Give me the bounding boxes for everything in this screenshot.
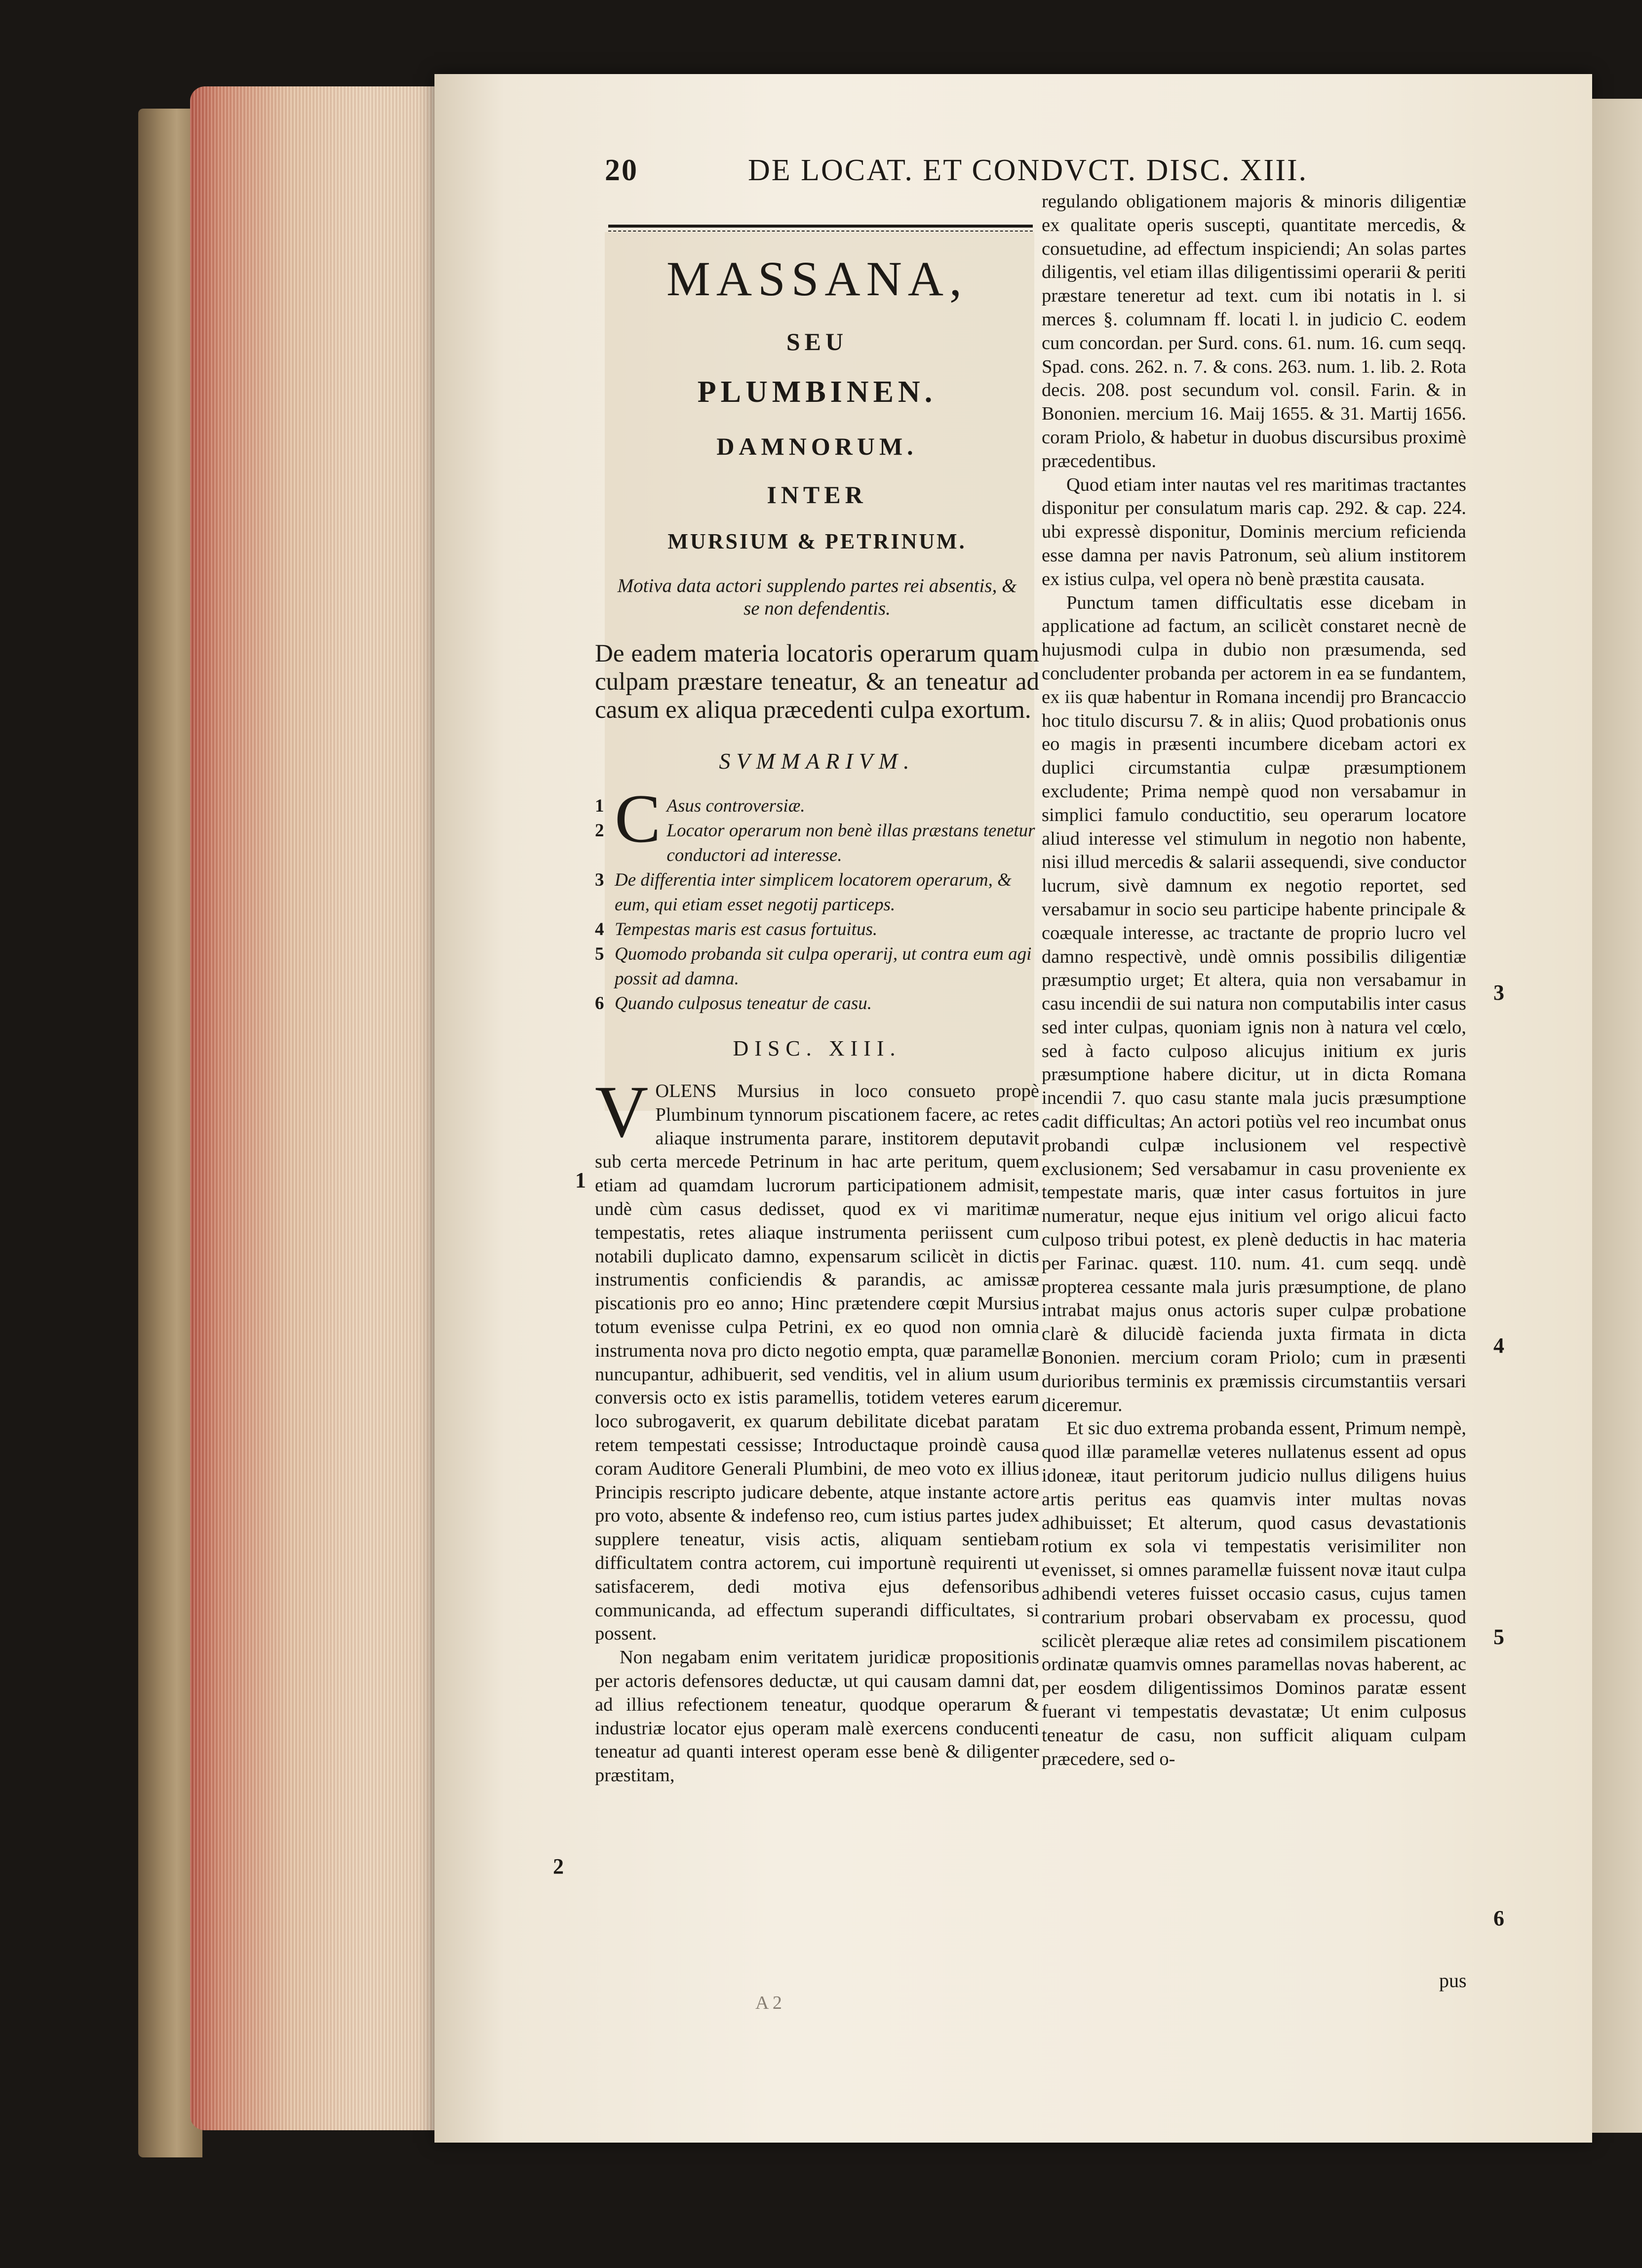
- title-parties: MURSIUM & PETRINUM.: [667, 529, 967, 553]
- right-paragraph-2: Quod etiam inter nautas vel res maritimas tractantes disponitur per consulatum maris cap. 292. & cap. 224. ubi expressè disponitur, Dominis mercium reficienda esse damna per navis Patronum, seù alium institorem ex istius culpa, vel opera nò benè præstita causata.: [1042, 474, 1466, 589]
- right-column: [1042, 190, 1466, 1771]
- signature-mark: A 2: [755, 1993, 782, 2013]
- summarium-item: 1 C Asus controversiæ.: [595, 781, 805, 857]
- left-column: [595, 249, 1039, 1788]
- body-paragraph-1: VOLENS Mursius in loco consueto propè Plumbinum tynnorum piscationem facere, ac retes aliaque instrumenta parare, institorem deputavit sub certa mercede Petrinum in hac arte peritum, quem etiam ad quamdam lucrorum participationem admisit, undè cùm casus dedisset, quod ex vi maritimæ tempestatis, retes aliaque instrumenta periissent cum notabili duplicato damno, expensarum scilicèt in dictis instrumentis conficiendis & parandis, ac amissæ piscationis pro eo anno; Hinc prætendere cœpit Mursius totum evenisse culpa Petrini, ex eo quod non omnia instrumenta nova pro dicto negotio empta, quæ paramellæ nuncupantur, adhibuerit, sed venditis, vel in alium usum conversis octo ex istis paramellis, totidem veteres earum loco subrogaverit, ex quarum debilitate dicebat paratam retem tempestati cessisse; Introductaque proindè causa coram Auditore Generali Plumbini, de meo voto ex illius Principis rescripto judicare debente, atque instante actore pro voto, absente & indefenso reo, cum istius partes judex supplere teneatur, visis actis, aliquam sentiebam difficultatem contra actorem, cui importunè requirenti ut satisfacerem, dedi motiva ejus defensoribus communicanda, ad effectum superandi difficultates, si possent.: [595, 1071, 1039, 1644]
- title-place: PLUMBINEN.: [697, 375, 937, 409]
- summarium-list: [595, 781, 1039, 1016]
- running-header: [605, 153, 1355, 193]
- drop-cap-v: V: [595, 1071, 649, 1153]
- body-paragraph-2: Non negabam enim veritatem juridicæ propositionis per actoris defensores deductæ, ut qui causam damni dat, ad illius refectionem teneatur, quodque operarum & industriæ locator ejus operam malè exercens conducenti teneatur ad quanti interest operam esse benè & diligenter præstitam,: [595, 1647, 1039, 1786]
- title-case: DAMNORUM.: [716, 432, 918, 460]
- margin-number: 2: [553, 1854, 564, 1878]
- left-body: [595, 1071, 1039, 1788]
- facing-page-edge: [1592, 99, 1642, 2133]
- summarium-heading: SVMMARIVM.: [719, 748, 915, 774]
- running-title: DE LOCAT. ET CONDVCT. DISC. XIII.: [748, 154, 1308, 187]
- right-paragraph-4: Et sic duo extrema probanda essent, Primum nempè, quod illæ paramellæ veteres nullatenus essent ad opus idoneæ, itaut peritorum judicio nullus diligens huius artis peritus eas quamvis inter multas novas adhibuisset; Et alterum, quod casus devastationis rotium ex sola vi tempestatis verisimiliter non evenisset, si omnes paramellæ fuissent novæ itaut culpa adhibendi veteres fuisset occasio casus, cujus tamen contrarium probari observabam ex processu, quod scilicèt pleræque aliæ retes ad consimilem piscationem ordinatæ quamvis omnes paramellas novas haberent, ac per eosdem diligentissimos Dominos paratæ essent fuerant vi tempestatis devastatæ; Ut enim culposus teneatur de casu, non sufficit aliquam culpam præcedere, sed o-: [1042, 1418, 1466, 1769]
- motiva-note: Motiva data actori supplendo partes rei absentis, & se non defendentis.: [617, 575, 1017, 619]
- margin-number: 5: [1493, 1625, 1504, 1649]
- title-inter: INTER: [767, 481, 867, 508]
- title-seu: SEU: [786, 328, 848, 355]
- margin-number: 1: [575, 1168, 586, 1192]
- summarium-item: 2 Locator operarum non benè illas præstans tenetur conductori ad interesse.: [595, 821, 1035, 865]
- header-rule: [608, 225, 1033, 228]
- discourse-heading: DISC. XIII.: [733, 1036, 901, 1060]
- title-massana: MASSANA,: [666, 251, 968, 306]
- subject-statement: De eadem materia locatoris operarum quam culpam præstare teneatur, & an teneatur ad casum ex aliqua præcedenti culpa exortum.: [595, 640, 1039, 724]
- margin-number: 6: [1493, 1906, 1504, 1930]
- right-paragraph-3: Punctum tamen difficultatis esse dicebam in applicatione ad factum, an scilicèt constaret necnè de hujusmodi culpa in dubio non præsumenda, sed concludenter probanda per actorem in ea se fundantem, ex iis quæ habentur in Romana incendij pro Brancaccio hoc titulo discursu 7. & in aliis; Quod probationis onus eo magis in præsenti incumbere dicebam actori ex duplici circumstantia culpæ præsumptionem excludente; Prima nempè quod non versabamur in simplici famulo conductitio, seu operarum locatore aliud interesse vel stimulum in negotio non habente, nisi illud mercedis & salarii assequendi, sive conductor lucrum, sivè damnum ex negotio reportet, sed versabamur in socio seu participe habente principale & coæquale interesse, ac tractante de proprio lucro vel damno respectivè, undè omnis possibilis diligentiæ præsumptio urget; Et altera, quia non versabamur in casu incendii de sui natura non computabilis inter casus sed inter culpas, quoniam ignis non à natura vel cœlo, sed à facto culposo alicujus initium ex juris præsumptione habere dicitur, ut in dicta Romana incendii 7. quo casu stante mala jucis præsumptione cadit difficultas; An actori potiùs vel reo incumbat onus probandi culpæ inclusionem vel respectivè exclusionem; Sed versabamur in casu proveniente ex tempestate maris, quæ inter casus fortuitos in jure numeratur, neque ejus initium vel origo alicui facto culposo tribui potest, ex plenè deductis in hac materia per Farinac. quæst. 110. num. 41. cum seqq. undè propterea cessante mala juris præsumptione, de plano intrabat majus onus actoris super culpæ probatione clarè & dilucidè facienda juxta firmata in dicta Bononien. mercium coram Priolo; cum in præsenti durioribus terminis ex præmissis circumstantiis versari diceremur.: [1042, 592, 1466, 1415]
- summarium-item: 3 De differentia inter simplicem locatorem operarum, & eum, qui etiam esset negotij particeps.: [595, 870, 1012, 915]
- margin-number: 4: [1493, 1333, 1504, 1358]
- summarium-item: 4 Tempestas maris est casus fortuitus.: [595, 919, 878, 939]
- right-paragraph-1: regulando obligationem majoris & minoris diligentiæ ex qualitate operis suscepti, quantitate mercedis, & consuetudine, ad effectum inspiciendi; An solas partes diligentis, vel etiam illas diligentissimi operarii & periti præstare teneretur ad text. cum ibi notatis in l. si merces §. columnam ff. locati l. in judicio C. eodem cum concordan. per Surd. cons. 61. num. 16. cum seqq. Spad. cons. 262. n. 7. & cons. 263. num. 1. lib. 2. Rota decis. 208. post secundum vol. consil. Farin. & in Bononien. mercium 16. Maij 1655. & 31. Martij 1656. coram Priolo, & habetur in duobus discursibus proximè præcedentibus.: [1042, 191, 1466, 471]
- page-edges: [190, 86, 439, 2130]
- header-rule-dashed: [608, 231, 1033, 232]
- folio-number: 20: [605, 154, 638, 187]
- summarium-item: 5 Quomodo probanda sit culpa operarij, ut contra eum agi possit ad damna.: [595, 944, 1032, 989]
- drop-cap-c: C: [615, 781, 661, 857]
- summarium-item: 6 Quando culposus teneatur de casu.: [595, 993, 872, 1014]
- catchword: pus: [1439, 1969, 1467, 1992]
- margin-number: 3: [1493, 980, 1504, 1005]
